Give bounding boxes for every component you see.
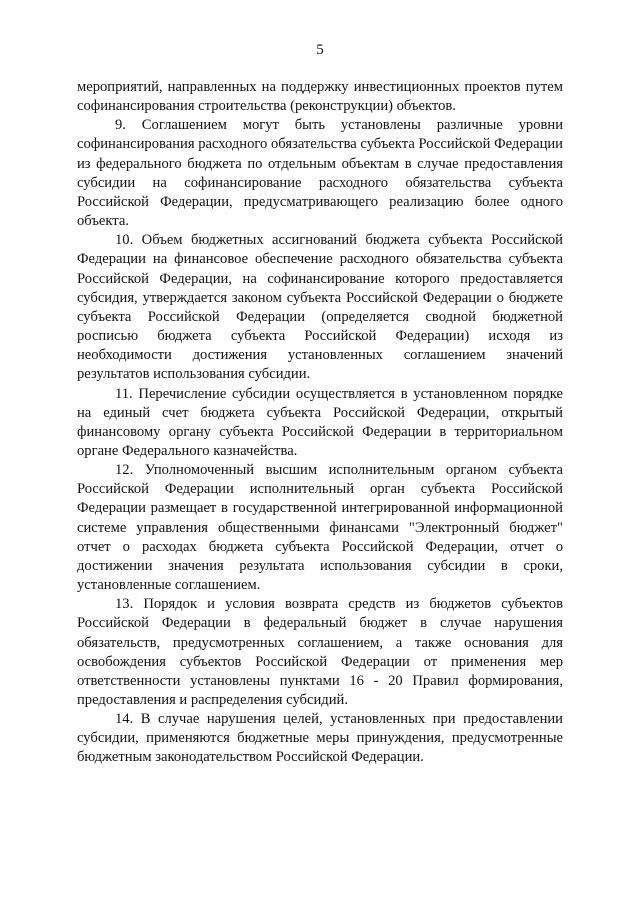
paragraph-continuation: мероприятий, направленных на поддержку инвестиционных проектов путем софинансирования строительства (реконструкции) объектов. <box>77 79 563 115</box>
paragraph-9: 9. Соглашением могут быть установлены различные уровни софинансирования расходного обязательства субъекта Российской Федерации из федерального бюджета по отдельным объектам в случае предоставления субсидии на софинансирование расходного обязательства субъекта Российской Федерации, предусматривающего реализацию более одного объекта. <box>77 117 563 230</box>
paragraph-13: 13. Порядок и условия возврата средств из бюджетов субъектов Российской Федерации в федеральный бюджет в случае нарушения обязательств, предусмотренных соглашением, а также основания для освобождения субъектов Российской Федерации от применения мер ответственности установлены пунктами 16 - 20 Правил формирования, предоставления и распределения субсидий. <box>77 596 563 708</box>
page-number: 5 <box>316 42 324 58</box>
paragraph-12: 12. Уполномоченный высшим исполнительным органом субъекта Российской Федерации исполнительный орган субъекта Российской Федерации размещает в государственной интегрированной информационной системе управления общественными финансами "Электронный бюджет" отчет о расходах бюджета субъекта Российской Федерации, отчет о достижении значения результата использования субсидии в сроки, установленные соглашением. <box>77 462 563 594</box>
paragraph-10: 10. Объем бюджетных ассигнований бюджета субъекта Российской Федерации на финансовое обеспечение расходного обязательства субъекта Российской Федерации, на софинансирование которого предоставляется субсидия, утверждается законом субъекта Российской Федерации о бюджете субъекта Российской Федерации (определяется сводной бюджетной росписью бюджета субъекта Российской Федерации) исходя из необходимости достижения установленных соглашением значений результатов использования субсидии. <box>77 232 563 383</box>
paragraph-14: 14. В случае нарушения целей, установленных при предоставлении субсидии, применяются бюджетные меры принуждения, предусмотренные бюджетным законодательством Российской Федерации. <box>77 711 563 766</box>
paragraph-11: 11. Перечисление субсидии осуществляется в установленном порядке на единый счет бюджета субъекта Российской Федерации, открытый финансовому органу субъекта Российской Федерации в территориальном органе Федерального казначейства. <box>77 385 563 459</box>
document-body <box>77 78 563 768</box>
